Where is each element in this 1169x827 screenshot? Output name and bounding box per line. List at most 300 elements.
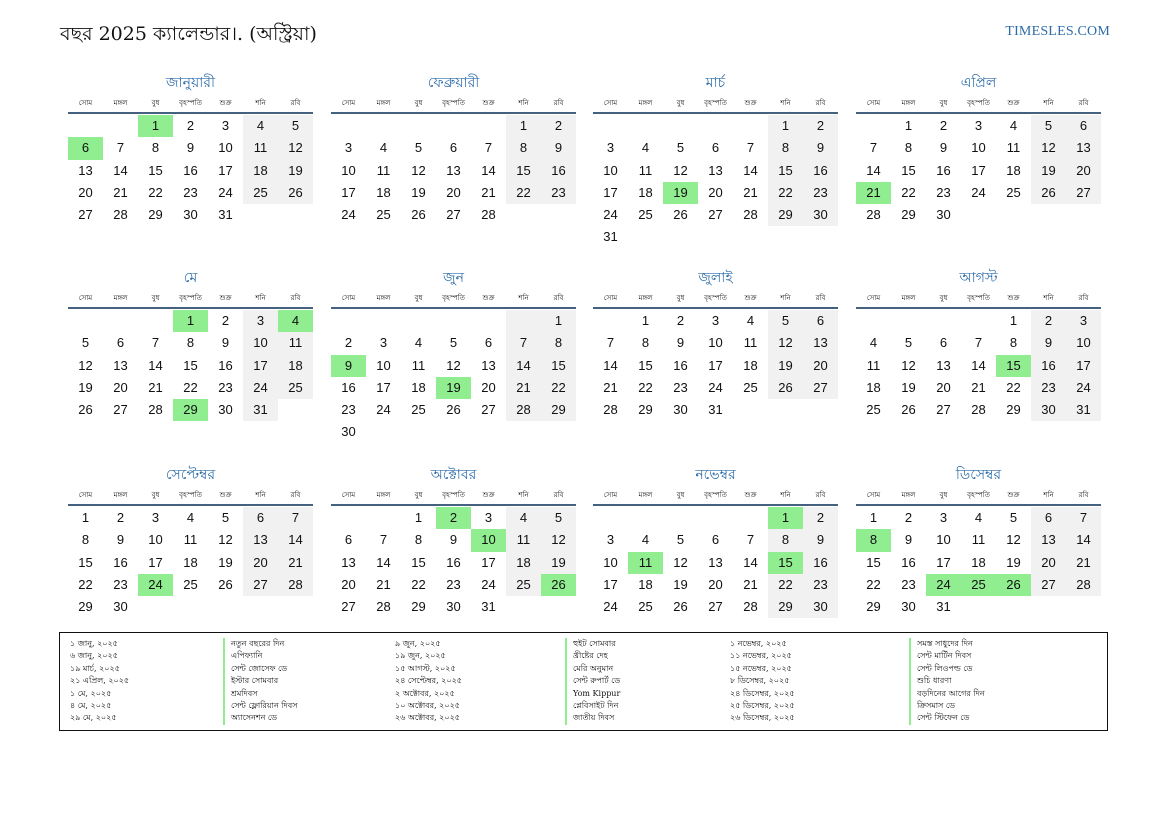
day-cell[interactable]: 23	[183, 184, 198, 200]
day-cell[interactable]: 18	[971, 554, 986, 570]
day-cell[interactable]: 17	[481, 554, 496, 570]
day-cell[interactable]: 22	[638, 379, 653, 395]
day-cell[interactable]: 26	[278, 182, 313, 204]
day-cell[interactable]: 8	[768, 529, 803, 551]
day-cell[interactable]: 17	[341, 184, 356, 200]
day-cell[interactable]: 25	[411, 402, 426, 418]
day-cell[interactable]: 24	[481, 576, 496, 592]
holiday-day-cell[interactable]: 29	[173, 399, 208, 421]
day-cell[interactable]: 20	[341, 576, 356, 592]
day-cell[interactable]: 31	[708, 402, 723, 418]
day-cell[interactable]: 3	[606, 140, 615, 156]
day-cell[interactable]: 25	[743, 379, 758, 395]
day-cell[interactable]: 27	[936, 402, 951, 418]
day-cell[interactable]: 4	[414, 335, 423, 351]
day-cell[interactable]: 3	[606, 532, 615, 548]
day-cell[interactable]: 2	[541, 115, 576, 137]
day-cell[interactable]: 9	[449, 532, 458, 548]
day-cell[interactable]: 1	[506, 115, 541, 137]
day-cell[interactable]: 30	[936, 207, 951, 223]
day-cell[interactable]: 22	[411, 576, 426, 592]
day-cell[interactable]: 23	[446, 576, 461, 592]
holiday-day-cell[interactable]: 26	[541, 574, 576, 596]
day-cell[interactable]: 6	[484, 335, 493, 351]
day-cell[interactable]: 30	[113, 599, 128, 615]
day-cell[interactable]: 6	[116, 335, 125, 351]
day-cell[interactable]: 18	[183, 554, 198, 570]
day-cell[interactable]: 23	[803, 574, 838, 596]
day-cell[interactable]: 28	[148, 402, 163, 418]
day-cell[interactable]: 11	[411, 357, 426, 373]
day-cell[interactable]: 19	[411, 184, 426, 200]
day-cell[interactable]: 21	[1066, 552, 1101, 574]
day-cell[interactable]: 28	[481, 207, 496, 223]
day-cell[interactable]: 16	[901, 554, 916, 570]
day-cell[interactable]: 9	[541, 137, 576, 159]
site-link[interactable]: TIMESLES.COM	[1005, 24, 1110, 39]
day-cell[interactable]: 13	[446, 162, 461, 178]
day-cell[interactable]: 14	[506, 355, 541, 377]
day-cell[interactable]: 25	[243, 182, 278, 204]
day-cell[interactable]: 22	[183, 379, 198, 395]
day-cell[interactable]: 2	[116, 510, 125, 525]
day-cell[interactable]: 19	[541, 552, 576, 574]
day-cell[interactable]: 26	[768, 377, 803, 399]
day-cell[interactable]: 13	[341, 554, 356, 570]
day-cell[interactable]: 18	[866, 379, 881, 395]
day-cell[interactable]: 29	[901, 207, 916, 223]
day-cell[interactable]: 6	[1031, 507, 1066, 529]
day-cell[interactable]: 8	[81, 532, 90, 548]
day-cell[interactable]: 22	[506, 182, 541, 204]
day-cell[interactable]: 29	[768, 596, 803, 618]
day-cell[interactable]: 3	[221, 118, 230, 133]
day-cell[interactable]: 31	[603, 229, 618, 245]
day-cell[interactable]: 24	[708, 379, 723, 395]
day-cell[interactable]: 8	[1009, 335, 1018, 351]
day-cell[interactable]: 1	[768, 115, 803, 137]
day-cell[interactable]: 17	[243, 355, 278, 377]
day-cell[interactable]: 15	[148, 162, 163, 178]
day-cell[interactable]: 5	[768, 310, 803, 332]
day-cell[interactable]: 17	[148, 554, 163, 570]
day-cell[interactable]: 5	[676, 532, 685, 548]
day-cell[interactable]: 29	[866, 599, 881, 615]
day-cell[interactable]: 22	[768, 574, 803, 596]
day-cell[interactable]: 10	[148, 532, 163, 548]
day-cell[interactable]: 7	[1066, 507, 1101, 529]
day-cell[interactable]: 7	[974, 335, 983, 351]
day-cell[interactable]: 10	[341, 162, 356, 178]
day-cell[interactable]: 15	[901, 162, 916, 178]
day-cell[interactable]: 20	[1066, 160, 1101, 182]
day-cell[interactable]: 15	[866, 554, 881, 570]
day-cell[interactable]: 4	[869, 335, 878, 351]
day-cell[interactable]: 1	[869, 510, 878, 525]
day-cell[interactable]: 6	[711, 532, 720, 548]
day-cell[interactable]: 5	[1031, 115, 1066, 137]
day-cell[interactable]: 9	[676, 335, 685, 351]
day-cell[interactable]: 14	[113, 162, 128, 178]
day-cell[interactable]: 16	[673, 357, 688, 373]
day-cell[interactable]: 18	[243, 160, 278, 182]
day-cell[interactable]: 10	[603, 162, 618, 178]
day-cell[interactable]: 13	[1066, 137, 1101, 159]
day-cell[interactable]: 2	[1031, 310, 1066, 332]
day-cell[interactable]: 4	[1009, 118, 1018, 133]
day-cell[interactable]: 29	[148, 207, 163, 223]
day-cell[interactable]: 31	[481, 599, 496, 615]
day-cell[interactable]: 11	[506, 529, 541, 551]
day-cell[interactable]: 8	[186, 335, 195, 351]
day-cell[interactable]: 7	[746, 532, 755, 548]
day-cell[interactable]: 13	[113, 357, 128, 373]
day-cell[interactable]: 28	[971, 402, 986, 418]
day-cell[interactable]: 1	[904, 118, 913, 133]
day-cell[interactable]: 23	[673, 379, 688, 395]
day-cell[interactable]: 24	[376, 402, 391, 418]
day-cell[interactable]: 7	[151, 335, 160, 351]
day-cell[interactable]: 23	[901, 576, 916, 592]
day-cell[interactable]: 27	[1066, 182, 1101, 204]
day-cell[interactable]: 30	[803, 596, 838, 618]
day-cell[interactable]: 16	[936, 162, 951, 178]
day-cell[interactable]: 25	[638, 599, 653, 615]
day-cell[interactable]: 21	[743, 184, 758, 200]
day-cell[interactable]: 23	[803, 182, 838, 204]
day-cell[interactable]: 18	[411, 379, 426, 395]
day-cell[interactable]: 27	[78, 207, 93, 223]
day-cell[interactable]: 13	[803, 332, 838, 354]
day-cell[interactable]: 8	[541, 332, 576, 354]
day-cell[interactable]: 14	[866, 162, 881, 178]
day-cell[interactable]: 28	[506, 399, 541, 421]
day-cell[interactable]: 16	[341, 379, 356, 395]
day-cell[interactable]: 7	[484, 140, 493, 156]
day-cell[interactable]: 31	[1066, 399, 1101, 421]
day-cell[interactable]: 13	[78, 162, 93, 178]
day-cell[interactable]: 17	[708, 357, 723, 373]
day-cell[interactable]: 9	[116, 532, 125, 548]
day-cell[interactable]: 28	[743, 599, 758, 615]
day-cell[interactable]: 3	[484, 510, 493, 525]
day-cell[interactable]: 3	[1066, 310, 1101, 332]
holiday-day-cell[interactable]: 10	[471, 529, 506, 551]
day-cell[interactable]: 4	[641, 140, 650, 156]
day-cell[interactable]: 24	[603, 599, 618, 615]
day-cell[interactable]: 3	[379, 335, 388, 351]
day-cell[interactable]: 11	[1006, 140, 1021, 156]
day-cell[interactable]: 9	[186, 140, 195, 156]
day-cell[interactable]: 22	[901, 184, 916, 200]
day-cell[interactable]: 8	[414, 532, 423, 548]
day-cell[interactable]: 11	[243, 137, 278, 159]
day-cell[interactable]: 3	[151, 510, 160, 525]
day-cell[interactable]: 27	[446, 207, 461, 223]
day-cell[interactable]: 5	[1009, 510, 1018, 525]
day-cell[interactable]: 7	[506, 332, 541, 354]
day-cell[interactable]: 11	[866, 357, 881, 373]
day-cell[interactable]: 23	[218, 379, 233, 395]
day-cell[interactable]: 18	[638, 184, 653, 200]
day-cell[interactable]: 26	[1031, 182, 1066, 204]
day-cell[interactable]: 4	[243, 115, 278, 137]
day-cell[interactable]: 11	[743, 335, 758, 351]
day-cell[interactable]: 14	[743, 162, 758, 178]
day-cell[interactable]: 8	[641, 335, 650, 351]
day-cell[interactable]: 9	[803, 137, 838, 159]
day-cell[interactable]: 18	[506, 552, 541, 574]
day-cell[interactable]: 29	[638, 402, 653, 418]
day-cell[interactable]: 12	[1006, 532, 1021, 548]
day-cell[interactable]: 14	[278, 529, 313, 551]
day-cell[interactable]: 28	[743, 207, 758, 223]
holiday-day-cell[interactable]: 11	[628, 552, 663, 574]
day-cell[interactable]: 14	[376, 554, 391, 570]
day-cell[interactable]: 9	[221, 335, 230, 351]
day-cell[interactable]: 31	[218, 207, 233, 223]
day-cell[interactable]: 21	[113, 184, 128, 200]
day-cell[interactable]: 21	[971, 379, 986, 395]
day-cell[interactable]: 15	[78, 554, 93, 570]
day-cell[interactable]: 23	[341, 402, 356, 418]
day-cell[interactable]: 11	[638, 162, 653, 178]
day-cell[interactable]: 27	[708, 207, 723, 223]
day-cell[interactable]: 21	[603, 379, 618, 395]
day-cell[interactable]: 12	[78, 357, 93, 373]
day-cell[interactable]: 19	[1031, 160, 1066, 182]
day-cell[interactable]: 30	[218, 402, 233, 418]
day-cell[interactable]: 9	[904, 532, 913, 548]
day-cell[interactable]: 2	[344, 335, 353, 351]
day-cell[interactable]: 2	[803, 507, 838, 529]
day-cell[interactable]: 26	[673, 599, 688, 615]
day-cell[interactable]: 18	[638, 576, 653, 592]
day-cell[interactable]: 30	[446, 599, 461, 615]
day-cell[interactable]: 14	[603, 357, 618, 373]
day-cell[interactable]: 10	[218, 140, 233, 156]
day-cell[interactable]: 2	[803, 115, 838, 137]
day-cell[interactable]: 5	[449, 335, 458, 351]
day-cell[interactable]: 26	[673, 207, 688, 223]
day-cell[interactable]: 21	[506, 377, 541, 399]
holiday-day-cell[interactable]: 6	[68, 137, 103, 159]
day-cell[interactable]: 15	[411, 554, 426, 570]
day-cell[interactable]: 28	[376, 599, 391, 615]
day-cell[interactable]: 12	[218, 532, 233, 548]
day-cell[interactable]: 2	[939, 118, 948, 133]
day-cell[interactable]: 12	[278, 137, 313, 159]
day-cell[interactable]: 16	[218, 357, 233, 373]
day-cell[interactable]: 12	[541, 529, 576, 551]
day-cell[interactable]: 3	[344, 140, 353, 156]
day-cell[interactable]: 14	[481, 162, 496, 178]
day-cell[interactable]: 6	[939, 335, 948, 351]
day-cell[interactable]: 10	[708, 335, 723, 351]
day-cell[interactable]: 27	[803, 377, 838, 399]
day-cell[interactable]: 28	[113, 207, 128, 223]
day-cell[interactable]: 1	[81, 510, 90, 525]
day-cell[interactable]: 22	[768, 182, 803, 204]
day-cell[interactable]: 10	[243, 332, 278, 354]
day-cell[interactable]: 5	[81, 335, 90, 351]
day-cell[interactable]: 25	[376, 207, 391, 223]
day-cell[interactable]: 28	[278, 574, 313, 596]
day-cell[interactable]: 5	[414, 140, 423, 156]
day-cell[interactable]: 2	[904, 510, 913, 525]
day-cell[interactable]: 8	[151, 140, 160, 156]
day-cell[interactable]: 26	[218, 576, 233, 592]
day-cell[interactable]: 16	[803, 552, 838, 574]
day-cell[interactable]: 21	[376, 576, 391, 592]
day-cell[interactable]: 7	[746, 140, 755, 156]
day-cell[interactable]: 11	[183, 532, 198, 548]
day-cell[interactable]: 20	[936, 379, 951, 395]
day-cell[interactable]: 1	[414, 510, 423, 525]
holiday-day-cell[interactable]: 25	[961, 574, 996, 596]
day-cell[interactable]: 9	[1031, 332, 1066, 354]
day-cell[interactable]: 14	[1066, 529, 1101, 551]
day-cell[interactable]: 25	[183, 576, 198, 592]
day-cell[interactable]: 15	[183, 357, 198, 373]
day-cell[interactable]: 20	[243, 552, 278, 574]
day-cell[interactable]: 10	[1066, 332, 1101, 354]
day-cell[interactable]: 14	[148, 357, 163, 373]
day-cell[interactable]: 21	[743, 576, 758, 592]
day-cell[interactable]: 16	[183, 162, 198, 178]
day-cell[interactable]: 19	[673, 576, 688, 592]
holiday-day-cell[interactable]: 19	[436, 377, 471, 399]
day-cell[interactable]: 28	[866, 207, 881, 223]
day-cell[interactable]: 17	[218, 162, 233, 178]
day-cell[interactable]: 21	[148, 379, 163, 395]
day-cell[interactable]: 25	[506, 574, 541, 596]
holiday-day-cell[interactable]: 1	[138, 115, 173, 137]
day-cell[interactable]: 7	[379, 532, 388, 548]
day-cell[interactable]: 31	[243, 399, 278, 421]
day-cell[interactable]: 26	[78, 402, 93, 418]
day-cell[interactable]: 13	[481, 357, 496, 373]
day-cell[interactable]: 22	[1006, 379, 1021, 395]
day-cell[interactable]: 12	[768, 332, 803, 354]
day-cell[interactable]: 1	[641, 313, 650, 328]
day-cell[interactable]: 4	[186, 510, 195, 525]
day-cell[interactable]: 24	[243, 377, 278, 399]
day-cell[interactable]: 24	[1066, 377, 1101, 399]
day-cell[interactable]: 24	[218, 184, 233, 200]
day-cell[interactable]: 28	[603, 402, 618, 418]
day-cell[interactable]: 20	[708, 184, 723, 200]
day-cell[interactable]: 13	[1031, 529, 1066, 551]
day-cell[interactable]: 30	[673, 402, 688, 418]
day-cell[interactable]: 19	[218, 554, 233, 570]
day-cell[interactable]: 17	[936, 554, 951, 570]
day-cell[interactable]: 25	[278, 377, 313, 399]
day-cell[interactable]: 8	[506, 137, 541, 159]
day-cell[interactable]: 27	[1031, 574, 1066, 596]
day-cell[interactable]: 21	[278, 552, 313, 574]
day-cell[interactable]: 8	[768, 137, 803, 159]
day-cell[interactable]: 8	[904, 140, 913, 156]
day-cell[interactable]: 12	[1031, 137, 1066, 159]
day-cell[interactable]: 25	[1006, 184, 1021, 200]
day-cell[interactable]: 6	[711, 140, 720, 156]
day-cell[interactable]: 23	[113, 576, 128, 592]
day-cell[interactable]: 11	[376, 162, 391, 178]
day-cell[interactable]: 5	[904, 335, 913, 351]
day-cell[interactable]: 27	[341, 599, 356, 615]
day-cell[interactable]: 4	[641, 532, 650, 548]
day-cell[interactable]: 20	[481, 379, 496, 395]
day-cell[interactable]: 22	[866, 576, 881, 592]
day-cell[interactable]: 26	[446, 402, 461, 418]
day-cell[interactable]: 29	[1006, 402, 1021, 418]
day-cell[interactable]: 27	[481, 402, 496, 418]
day-cell[interactable]: 19	[901, 379, 916, 395]
day-cell[interactable]: 2	[221, 313, 230, 328]
day-cell[interactable]: 31	[936, 599, 951, 615]
day-cell[interactable]: 10	[971, 140, 986, 156]
day-cell[interactable]: 16	[541, 160, 576, 182]
day-cell[interactable]: 29	[768, 204, 803, 226]
day-cell[interactable]: 15	[638, 357, 653, 373]
day-cell[interactable]: 23	[1031, 377, 1066, 399]
day-cell[interactable]: 6	[449, 140, 458, 156]
day-cell[interactable]: 25	[638, 207, 653, 223]
day-cell[interactable]: 22	[148, 184, 163, 200]
day-cell[interactable]: 20	[78, 184, 93, 200]
day-cell[interactable]: 17	[603, 576, 618, 592]
day-cell[interactable]: 30	[901, 599, 916, 615]
day-cell[interactable]: 4	[746, 313, 755, 328]
day-cell[interactable]: 2	[676, 313, 685, 328]
holiday-day-cell[interactable]: 4	[278, 310, 313, 332]
holiday-day-cell[interactable]: 15	[768, 552, 803, 574]
day-cell[interactable]: 1	[1009, 313, 1018, 328]
day-cell[interactable]: 22	[78, 576, 93, 592]
day-cell[interactable]: 16	[113, 554, 128, 570]
day-cell[interactable]: 15	[541, 355, 576, 377]
day-cell[interactable]: 18	[743, 357, 758, 373]
holiday-day-cell[interactable]: 24	[926, 574, 961, 596]
day-cell[interactable]: 12	[673, 162, 688, 178]
day-cell[interactable]: 13	[708, 554, 723, 570]
day-cell[interactable]: 6	[803, 310, 838, 332]
day-cell[interactable]: 20	[1031, 552, 1066, 574]
day-cell[interactable]: 13	[243, 529, 278, 551]
day-cell[interactable]: 20	[708, 576, 723, 592]
day-cell[interactable]: 5	[541, 507, 576, 529]
day-cell[interactable]: 12	[446, 357, 461, 373]
day-cell[interactable]: 24	[971, 184, 986, 200]
holiday-day-cell[interactable]: 19	[663, 182, 698, 204]
day-cell[interactable]: 20	[446, 184, 461, 200]
day-cell[interactable]: 18	[1006, 162, 1021, 178]
day-cell[interactable]: 18	[278, 355, 313, 377]
day-cell[interactable]: 15	[506, 160, 541, 182]
day-cell[interactable]: 1	[541, 310, 576, 332]
holiday-day-cell[interactable]: 21	[856, 182, 891, 204]
day-cell[interactable]: 30	[803, 204, 838, 226]
day-cell[interactable]: 23	[936, 184, 951, 200]
day-cell[interactable]: 7	[116, 140, 125, 156]
day-cell[interactable]: 14	[743, 554, 758, 570]
day-cell[interactable]: 17	[376, 379, 391, 395]
holiday-day-cell[interactable]: 26	[996, 574, 1031, 596]
day-cell[interactable]: 5	[676, 140, 685, 156]
day-cell[interactable]: 21	[481, 184, 496, 200]
day-cell[interactable]: 28	[1066, 574, 1101, 596]
